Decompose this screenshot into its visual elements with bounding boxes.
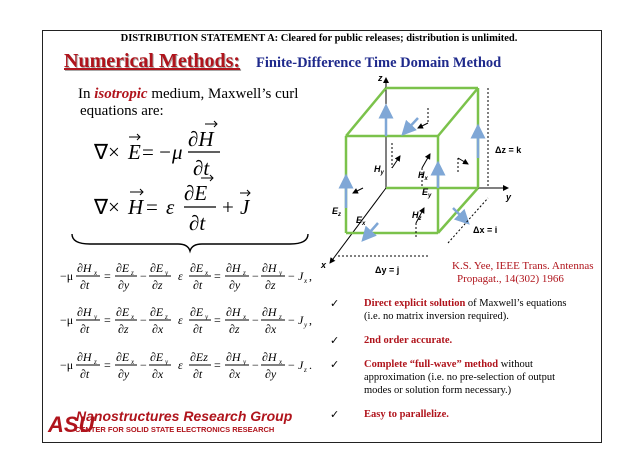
svg-text:y: y bbox=[165, 358, 169, 366]
svg-text:∂t: ∂t bbox=[80, 367, 90, 381]
svg-text:J: J bbox=[298, 269, 304, 283]
svg-text:∂y: ∂y bbox=[118, 278, 130, 292]
svg-text:+: + bbox=[222, 195, 234, 219]
svg-text:=: = bbox=[214, 313, 221, 327]
svg-text:z: z bbox=[304, 366, 307, 374]
svg-text:J: J bbox=[298, 313, 304, 327]
svg-text:∂E: ∂E bbox=[184, 181, 208, 205]
svg-text:y: y bbox=[94, 313, 98, 321]
svg-text:,: , bbox=[309, 313, 312, 327]
svg-text:ε: ε bbox=[178, 313, 183, 327]
svg-text:x: x bbox=[94, 269, 98, 277]
svg-text:∂H: ∂H bbox=[77, 305, 92, 319]
svg-text:∂t: ∂t bbox=[193, 278, 203, 292]
svg-text:−μ: −μ bbox=[60, 358, 74, 372]
svg-text:∂H: ∂H bbox=[226, 261, 241, 275]
svg-text:∂t: ∂t bbox=[193, 367, 203, 381]
svg-text:μ: μ bbox=[172, 140, 183, 164]
check-icon: ✓ bbox=[330, 334, 340, 347]
svg-text:ε: ε bbox=[178, 358, 183, 372]
svg-text:∂H: ∂H bbox=[226, 305, 241, 319]
label-dz: Δz = k bbox=[495, 145, 522, 155]
label-ez: $E_z$ bbox=[332, 206, 342, 218]
intro-emphasis: isotropic bbox=[94, 86, 148, 102]
svg-text:∂H: ∂H bbox=[262, 350, 277, 364]
label-y: y bbox=[506, 192, 512, 202]
svg-text:=: = bbox=[104, 269, 111, 283]
bullet-list bbox=[330, 297, 570, 432]
svg-text:∂x: ∂x bbox=[152, 322, 164, 336]
svg-text:x: x bbox=[304, 277, 308, 285]
svg-text:∇×: ∇× bbox=[94, 195, 120, 219]
svg-text:∂y: ∂y bbox=[118, 367, 130, 381]
svg-text:ε: ε bbox=[178, 269, 183, 283]
svg-text:∂H: ∂H bbox=[77, 350, 92, 364]
check-icon: ✓ bbox=[330, 408, 340, 421]
svg-text:,: , bbox=[309, 269, 312, 283]
bullet-item: ✓ Direct explicit solution of Maxwell’s equations (i.e. no matrix inversion required). bbox=[330, 297, 567, 322]
svg-text:−: − bbox=[140, 313, 147, 327]
svg-text:∂x: ∂x bbox=[229, 367, 241, 381]
svg-text:∂E: ∂E bbox=[190, 305, 204, 319]
svg-text:y: y bbox=[279, 269, 283, 277]
svg-text:z: z bbox=[94, 358, 97, 366]
bullet-item: ✓ Easy to parallelize. bbox=[330, 408, 449, 421]
svg-text:∂t: ∂t bbox=[193, 322, 203, 336]
svg-text:y: y bbox=[304, 321, 308, 329]
svg-text:∂x: ∂x bbox=[265, 322, 277, 336]
svg-text:=: = bbox=[104, 358, 111, 372]
svg-text:=: = bbox=[104, 313, 111, 327]
svg-text:∂E: ∂E bbox=[150, 305, 164, 319]
svg-text:∂x: ∂x bbox=[152, 367, 164, 381]
yee-cell-diagram bbox=[318, 68, 578, 283]
svg-text:∂E: ∂E bbox=[116, 305, 130, 319]
citation-line1: K.S. Yee, IEEE Trans. Antennas bbox=[452, 260, 594, 272]
slide-subtitle: Finite-Difference Time Domain Method bbox=[256, 55, 502, 71]
svg-text:∂H: ∂H bbox=[226, 350, 241, 364]
svg-text:∂z: ∂z bbox=[265, 278, 276, 292]
svg-text:∂H: ∂H bbox=[188, 127, 214, 151]
svg-text:J: J bbox=[298, 358, 304, 372]
svg-text:∂E: ∂E bbox=[150, 261, 164, 275]
svg-text:x: x bbox=[131, 313, 135, 321]
svg-text:y: y bbox=[243, 358, 247, 366]
dimension-lines bbox=[338, 88, 488, 256]
svg-text:y: y bbox=[165, 269, 169, 277]
svg-text:x: x bbox=[243, 313, 247, 321]
svg-text:−: − bbox=[140, 269, 147, 283]
label-ey: $E_y$ bbox=[422, 187, 432, 199]
svg-text:∂E: ∂E bbox=[190, 261, 204, 275]
svg-text:−μ: −μ bbox=[60, 313, 74, 327]
svg-text:∂H: ∂H bbox=[262, 305, 277, 319]
citation bbox=[452, 260, 593, 286]
svg-text:∂z: ∂z bbox=[152, 278, 163, 292]
svg-text:E: E bbox=[128, 140, 141, 164]
group-name: Nanostructures Research Group bbox=[76, 408, 293, 424]
label-x: x bbox=[321, 260, 327, 270]
svg-text:= −: = − bbox=[142, 140, 171, 164]
svg-text:.: . bbox=[309, 358, 312, 372]
svg-text:z: z bbox=[243, 269, 246, 277]
svg-text:=: = bbox=[214, 358, 221, 372]
svg-text:∂y: ∂y bbox=[265, 367, 277, 381]
svg-text:J: J bbox=[240, 195, 250, 219]
svg-text:−: − bbox=[252, 313, 259, 327]
intro-line2: equations are: bbox=[80, 103, 164, 119]
slide-title: Numerical Methods: bbox=[64, 50, 241, 72]
svg-text:z: z bbox=[279, 313, 282, 321]
label-ex: $E_x$ bbox=[356, 215, 366, 227]
svg-text:∂t: ∂t bbox=[189, 211, 206, 235]
citation-line2: Propagat., 14(302) 1966 bbox=[457, 273, 564, 285]
svg-text:∂t: ∂t bbox=[80, 278, 90, 292]
distribution-statement: DISTRIBUTION STATEMENT A: Cleared for public releases; distribution is unlimited. bbox=[120, 33, 518, 44]
check-icon: ✓ bbox=[330, 297, 340, 310]
label-hx: $H_x$ bbox=[418, 170, 428, 182]
svg-text:∂H: ∂H bbox=[262, 261, 277, 275]
underbrace bbox=[70, 232, 310, 252]
svg-text:∂H: ∂H bbox=[77, 261, 92, 275]
label-hy: $H_y$ bbox=[374, 164, 384, 176]
svg-text:ASU: ASU bbox=[48, 412, 95, 437]
svg-text:−: − bbox=[252, 269, 259, 283]
svg-text:y: y bbox=[205, 313, 209, 321]
svg-text:ε: ε bbox=[166, 195, 175, 219]
label-z: z bbox=[378, 73, 383, 83]
svg-text:∂y: ∂y bbox=[229, 278, 241, 292]
check-icon: ✓ bbox=[330, 358, 340, 371]
label-dx: Δx = i bbox=[473, 225, 498, 235]
intro-prefix: In bbox=[78, 86, 95, 102]
svg-text:z: z bbox=[131, 269, 134, 277]
svg-text:∂E: ∂E bbox=[116, 350, 130, 364]
component-equations bbox=[60, 256, 330, 394]
svg-text:=: = bbox=[146, 195, 158, 219]
svg-text:−: − bbox=[140, 358, 147, 372]
svg-text:z: z bbox=[165, 313, 168, 321]
bullet-item: ✓ 2nd order accurate. bbox=[330, 334, 453, 347]
svg-text:x: x bbox=[131, 358, 135, 366]
x-axis bbox=[330, 188, 386, 263]
label-hz: $H_z$ bbox=[412, 210, 422, 222]
svg-text:−μ: −μ bbox=[60, 269, 74, 283]
svg-text:∂t: ∂t bbox=[193, 156, 210, 180]
svg-text:−: − bbox=[288, 358, 295, 372]
svg-text:x: x bbox=[205, 269, 209, 277]
svg-text:∂t: ∂t bbox=[80, 322, 90, 336]
svg-text:∂z: ∂z bbox=[118, 322, 129, 336]
svg-text:−: − bbox=[288, 313, 295, 327]
label-dy: Δy = j bbox=[375, 265, 400, 275]
center-name: CENTER FOR SOLID STATE ELECTRONICS RESEARCH bbox=[75, 425, 275, 434]
svg-text:H: H bbox=[128, 195, 144, 219]
intro-text bbox=[78, 86, 298, 120]
svg-text:−: − bbox=[252, 358, 259, 372]
bullet-item: ✓ Complete “full-wave” method without approximation (i.e. no pre-selection of output modes or solution form necessary.) bbox=[330, 358, 555, 396]
svg-text:∂Ez: ∂Ez bbox=[190, 350, 208, 364]
svg-text:x: x bbox=[279, 358, 283, 366]
svg-text:=: = bbox=[214, 269, 221, 283]
svg-text:∂z: ∂z bbox=[229, 322, 240, 336]
intro-suffix: medium, Maxwell’s curl bbox=[147, 86, 299, 102]
svg-text:∇×: ∇× bbox=[94, 140, 120, 164]
svg-text:−: − bbox=[288, 269, 295, 283]
svg-text:∂E: ∂E bbox=[150, 350, 164, 364]
svg-text:∂E: ∂E bbox=[116, 261, 130, 275]
